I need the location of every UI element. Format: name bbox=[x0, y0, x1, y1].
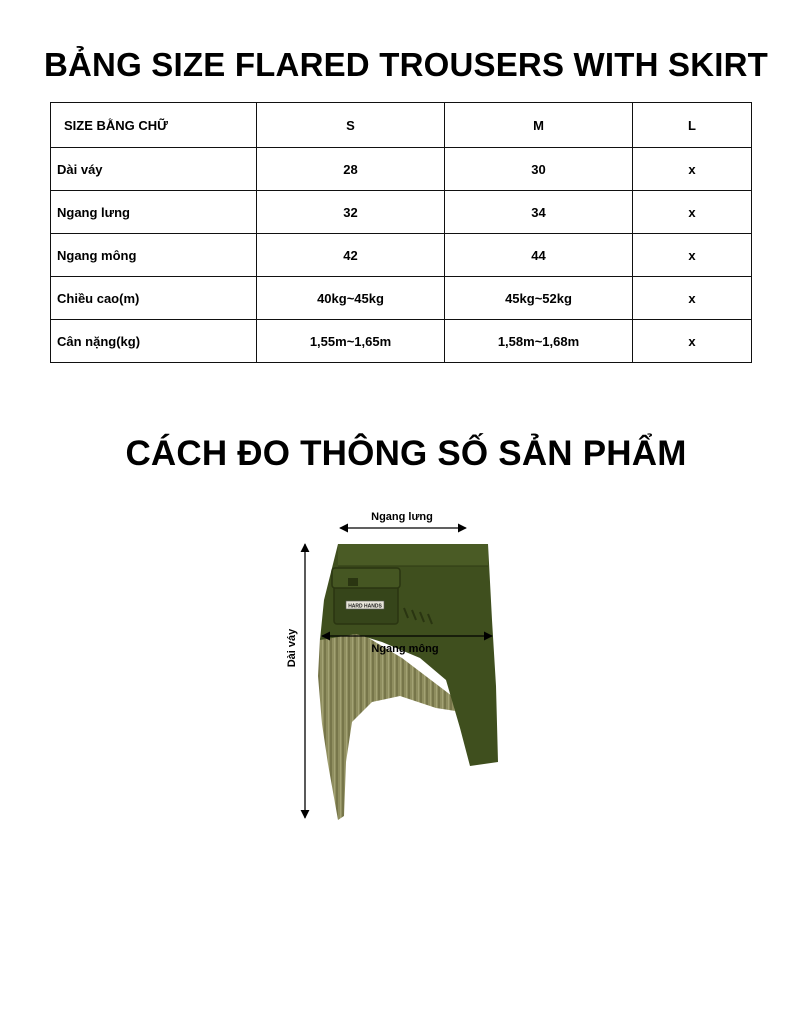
table-row bbox=[51, 148, 752, 191]
table-cell: x bbox=[633, 191, 752, 234]
table-row bbox=[51, 234, 752, 277]
page-title: BẢNG SIZE FLARED TROUSERS WITH SKIRT bbox=[43, 46, 769, 83]
table-cell: x bbox=[633, 234, 752, 277]
table-row bbox=[51, 191, 752, 234]
waist-label: Ngang lưng bbox=[371, 511, 433, 523]
table-cell: 42 bbox=[257, 234, 445, 277]
row-label-cell: Cân nặng(kg) bbox=[51, 320, 257, 363]
brand-tag-text: HARD HANDS bbox=[348, 603, 382, 610]
row-label-cell: Chiều cao(m) bbox=[51, 277, 257, 320]
table-cell: 44 bbox=[445, 234, 633, 277]
table-cell: x bbox=[633, 148, 752, 191]
cargo-pocket bbox=[332, 568, 400, 624]
table-cell: 1,58m~1,68m bbox=[445, 320, 633, 363]
table-header-cell: L bbox=[633, 103, 752, 148]
hip-label: Ngang mông bbox=[371, 643, 439, 655]
table-cell: x bbox=[633, 320, 752, 363]
table-cell: 1,55m~1,65m bbox=[257, 320, 445, 363]
table-row bbox=[51, 277, 752, 320]
table-row bbox=[51, 320, 752, 363]
table-cell: 28 bbox=[257, 148, 445, 191]
table-cell: 34 bbox=[445, 191, 633, 234]
table-header-cell: S bbox=[257, 103, 445, 148]
table-header-row bbox=[51, 103, 752, 148]
length-label: Dài váy bbox=[286, 628, 298, 668]
table-cell: 30 bbox=[445, 148, 633, 191]
size-table bbox=[50, 102, 752, 363]
table-cell: 45kg~52kg bbox=[445, 277, 633, 320]
measure-title: CÁCH ĐO THÔNG SỐ SẢN PHẨM bbox=[125, 434, 687, 473]
row-label-cell: Ngang mông bbox=[51, 234, 257, 277]
waistband bbox=[338, 544, 488, 566]
row-label-cell: Ngang lưng bbox=[51, 191, 257, 234]
table-header-cell: M bbox=[445, 103, 633, 148]
table-cell: 32 bbox=[257, 191, 445, 234]
row-label-cell: Dài váy bbox=[51, 148, 257, 191]
table-cell: x bbox=[633, 277, 752, 320]
skirt-measurement-diagram bbox=[0, 500, 812, 830]
table-header-cell: SIZE BẰNG CHỮ bbox=[51, 103, 257, 148]
table-cell: 40kg~45kg bbox=[257, 277, 445, 320]
